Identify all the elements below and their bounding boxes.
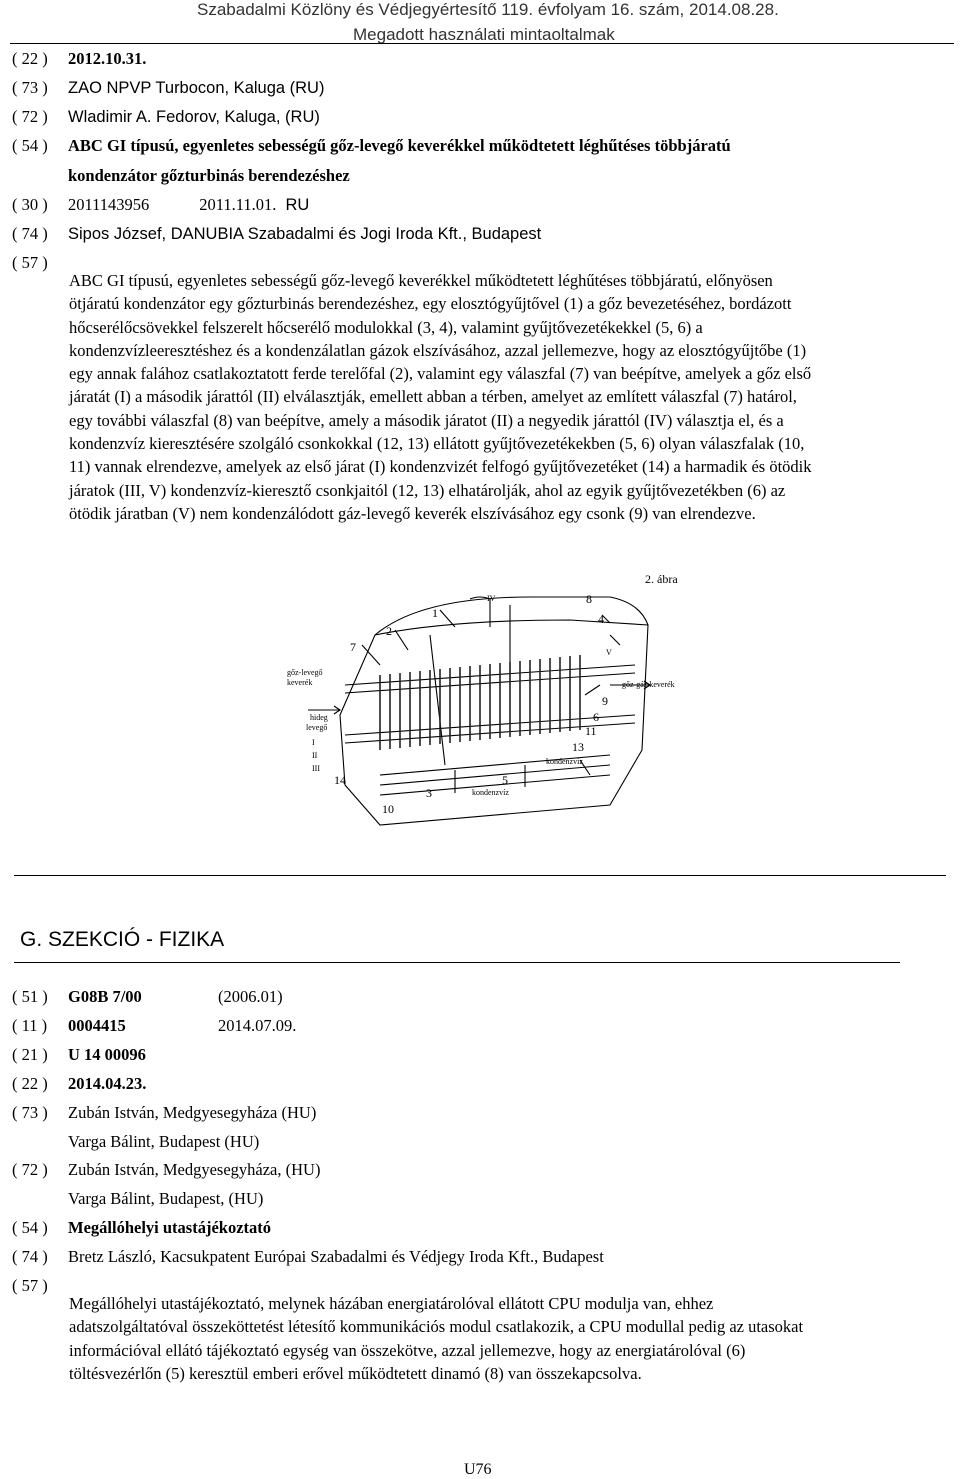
label-13: 13 bbox=[572, 740, 584, 754]
abstract-line: adatszolgáltatóval összeköttetést létesítő kommunikációs modul csatlakozik, a CPU modullal pedig az utasokat bbox=[69, 1317, 804, 1337]
label-4: 4 bbox=[598, 612, 604, 626]
label-steam-air-1: gőz-levegő bbox=[287, 668, 323, 677]
label-9: 9 bbox=[602, 694, 608, 708]
title-line-2: kondenzátor gőzturbinás berendezéshez bbox=[68, 166, 350, 185]
field-54b: ( 54 ) Megállóhelyi utastájékoztató bbox=[12, 1218, 272, 1237]
separator-rule bbox=[14, 875, 946, 876]
abstract-line: ABC GI típusú, egyenletes sebességű gőz-levegő keverékkel működtetett léghűtéses többjáratú, előnyösen bbox=[69, 271, 773, 290]
label-2: 2 bbox=[386, 624, 392, 638]
label-iii: III bbox=[312, 764, 320, 773]
label-1: 1 bbox=[432, 606, 438, 620]
abstract-line: ötödik járatban (V) nem kondenzálódott gáz-levegő keverék elszívásához egy csonk (9) van elrendezve. bbox=[69, 503, 756, 523]
housing-top-edge bbox=[375, 620, 648, 635]
field-72b: ( 72 ) Zubán István, Medgyesegyháza, (HU) bbox=[12, 1160, 321, 1179]
label-cold-air-2: levegő bbox=[306, 723, 328, 732]
label-steam-gas: gőz-gáz keverék bbox=[622, 680, 675, 689]
journal-header: Szabadalmi Közlöny és Védjegyértesítő 119. évfolyam 16. szám, 2014.08.28. bbox=[197, 0, 779, 19]
label-5: 5 bbox=[502, 773, 508, 787]
field-74b: ( 74 ) Bretz László, Kacsukpatent Európai Szabadalmi és Védjegy Iroda Kft., Budapest bbox=[12, 1247, 604, 1266]
label-i: I bbox=[312, 738, 315, 747]
abstract-line: ötjáratú kondenzátor egy gőzturbinás berendezéshez, egy elosztógyűjtővel (1) a gőz bevezetéséhez, bordázott bbox=[69, 294, 792, 314]
label-14: 14 bbox=[334, 773, 346, 787]
header-rule bbox=[10, 43, 954, 44]
label-steam-air-2: keverék bbox=[287, 678, 313, 687]
abstract-line: 11) vannak elrendezve, amelyek az első járat (I) kondenzvizét felfogó gyűjtővezetéket (14) a harmadik és ötödik bbox=[69, 457, 812, 477]
field-54: ( 54 ) ABC GI típusú, egyenletes sebességű gőz-levegő keverékkel működtetett léghűtéses többjáratú bbox=[12, 136, 731, 155]
abstract-line: töltésvezérlőn (5) keresztül emberi erővel működtetett dinamó (8) van összekapcsolva. bbox=[69, 1363, 642, 1383]
abstract-line: kondenzvízleeresztéshez és a kondenzálatlan gázok elszívásához, azzal jellemezve, hogy az elosztógyűjtőbe (1) bbox=[69, 340, 807, 360]
label-condensate-a: kondenzvíz bbox=[546, 757, 583, 766]
condenser-figure bbox=[280, 565, 710, 845]
label-7: 7 bbox=[350, 640, 356, 654]
field-73: ( 73 ) ZAO NPVP Turbocon, Kaluga (RU) bbox=[12, 78, 325, 97]
label-6: 6 bbox=[593, 710, 599, 724]
field-57b: ( 57 ) bbox=[12, 1276, 48, 1295]
abstract-line: Megállóhelyi utastájékoztató, melynek házában energiatárolóval ellátott CPU modulja van, ehhez bbox=[69, 1294, 714, 1313]
field-72b-line2: Varga Bálint, Budapest, (HU) bbox=[68, 1189, 264, 1208]
field-74: ( 74 ) Sipos József, DANUBIA Szabadalmi és Jogi Iroda Kft., Budapest bbox=[12, 224, 542, 243]
abstract-line: egy annak falához csatlakoztatott ferde terelőfal (2), valamint egy válaszfal (7) van beépítve, amelyek a gőz első bbox=[69, 364, 812, 384]
abstract-line: kondenzvíz kieresztésére szolgáló csonkokkal (12, 13) ellátott gyűjtővezetékekben (5, 6) olyan válaszfalak (10, bbox=[69, 434, 805, 454]
field-73b: ( 73 ) Zubán István, Medgyesegyháza (HU) bbox=[12, 1103, 317, 1122]
field-22: ( 22 ) 2012.10.31. bbox=[12, 49, 147, 68]
partition-wall bbox=[430, 635, 445, 765]
label-10: 10 bbox=[382, 802, 394, 816]
field-57: ( 57 ) bbox=[12, 253, 48, 272]
field-51: ( 51 ) G08B 7/00 (2006.01) bbox=[12, 987, 283, 1006]
abstract-line: hőcserélőcsövekkel felszerelt hőcserélő modulokkal (3, 4), valamint gyűjtővezetékekkel (5, 6) a bbox=[69, 317, 703, 337]
priority-date: 2011.11.01. bbox=[199, 195, 277, 214]
priority-country: RU bbox=[285, 196, 310, 214]
field-72: ( 72 ) Wladimir A. Fedorov, Kaluga, (RU) bbox=[12, 107, 320, 126]
figure-caption: 2. ábra bbox=[645, 572, 678, 586]
abstract-2 bbox=[69, 1292, 895, 1385]
field-21: ( 21 ) U 14 00096 bbox=[12, 1045, 146, 1064]
field-73b-line2: Varga Bálint, Budapest (HU) bbox=[68, 1132, 260, 1151]
field-30: ( 30 ) 2011143956 2011.11.01. RU bbox=[12, 195, 310, 214]
field-11: ( 11 ) 0004415 2014.07.09. bbox=[12, 1016, 297, 1035]
label-11: 11 bbox=[585, 724, 597, 738]
label-3: 3 bbox=[426, 786, 432, 800]
fins bbox=[380, 655, 580, 750]
section-rule bbox=[14, 962, 900, 963]
label-v: V bbox=[606, 648, 612, 657]
label-condensate-b: kondenzvíz bbox=[472, 788, 509, 797]
section-header: Megadott használati mintaoltalmak bbox=[353, 25, 615, 44]
field-22b: ( 22 ) 2014.04.23. bbox=[12, 1074, 147, 1093]
abstract-line: járatok (III, V) kondenzvíz-kieresztő csonkjaitól (12, 13) elhatárolják, ahol az egyik gyűjtővezetékben (6) az bbox=[69, 480, 786, 500]
label-8: 8 bbox=[586, 592, 592, 606]
label-cold-air-1: hideg bbox=[310, 713, 328, 722]
abstract-line: információval ellátó tájékoztató egység van összekötve, azzal jellemezve, hogy az energiatárolóval (6) bbox=[69, 1340, 746, 1360]
abstract-1 bbox=[69, 269, 895, 525]
title-line-1: ABC GI típusú, egyenletes sebességű gőz-levegő keverékkel működtetett léghűtéses többjáratú bbox=[68, 136, 731, 155]
section-title: G. SZEKCIÓ - FIZIKA bbox=[20, 928, 225, 951]
abstract-line: járatát (I) a második járattól (II) elválasztják, emellett abban a térben, amelyet az említett válaszfal (7) határol, bbox=[69, 387, 797, 407]
label-iv: IV bbox=[487, 594, 496, 603]
abstract-line: egy további válaszfal (8) van beépítve, amely a második járatot (II) a negyedik járattól (IV) választja el, és a bbox=[69, 410, 784, 430]
page-number: U76 bbox=[464, 1461, 492, 1478]
priority-number: 2011143956 bbox=[68, 195, 150, 214]
label-ii: II bbox=[312, 751, 318, 760]
